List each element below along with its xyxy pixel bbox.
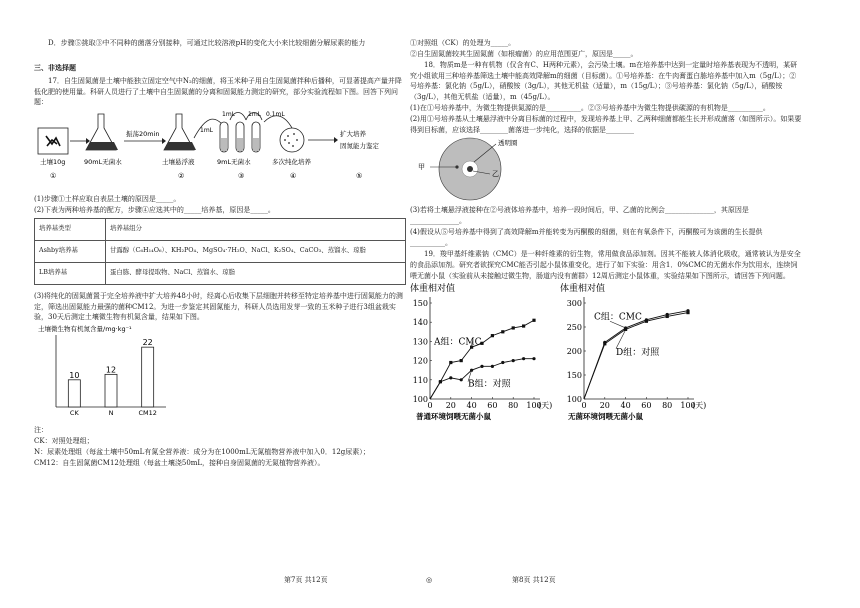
q18-part3: (3)若将土壤悬浮液接种在②号液体培养基中，培养一段时间后，甲、乙菌的比例会______________，其原因是______________。	[410, 206, 749, 226]
label-1ml-b: 1mL	[222, 111, 236, 119]
table-cell: Ashby培养基	[35, 240, 106, 262]
table-header-cell: 培养基类型	[35, 218, 106, 240]
weight-charts	[410, 281, 802, 421]
arrow-icon	[162, 138, 166, 144]
y-tick-label: 140	[412, 318, 428, 328]
y-tick-label: 100	[566, 395, 582, 405]
chart-a-title: 体重相对值	[410, 284, 456, 295]
data-point	[449, 361, 452, 364]
table-header-cell: 培养基组分	[106, 218, 406, 240]
table-row	[35, 240, 406, 262]
q17-stem: 17．自生固氮菌是土壤中能独立固定空气中N₂的细菌，将玉米种子用自生固氮菌拌种后播种，可显著提高产量并降低化肥的使用量。科研人员进行了土壤中自生固氮菌的分离和固氮能力测定的研究，部分实验流程如下图。回答下列问题：	[34, 76, 402, 107]
bar-value-label: 12	[105, 365, 117, 375]
q19-stem: 19．羧甲基纤维素钠（CMC）是一种纤维素的衍生物，常用做食品添加剂。因其不能被人体消化吸收，通常被认为是安全的食品添加剂。研究者欲探究CMC能否引起小鼠体重变化，进行了如下实验：用含1．0%CMC的无菌水作为饮用水，连续饲喂无菌小鼠（实验前从未接触过微生物，肠道内没有菌群）12周后测定小鼠体重，实验结果如下图所示，请回答下列问题。	[410, 249, 801, 280]
y-tick-label: 130	[412, 337, 428, 347]
q18-part4: (4)假设从⑤号培养基中得到了高效降解m并能转变为丙酮酸的细菌，则在有氧条件下，丙酮酸可为该菌的生长提供__________。	[410, 228, 763, 247]
table-cell: 蛋白胨、酵母提取物、NaCl、蒸馏水、琼脂	[106, 262, 406, 284]
colony-plate-figure	[410, 136, 570, 202]
label-suspension: 土壤悬浮液	[162, 158, 195, 167]
label-expand: 扩大培养	[340, 130, 366, 139]
label-measure: 固氮能力鉴定	[340, 142, 379, 151]
petri-dish-icon	[280, 128, 304, 152]
flask-suspension-icon	[164, 114, 196, 150]
label-shake: 振荡20min	[126, 130, 160, 139]
data-point	[460, 379, 463, 382]
table-cell: 甘露醇（C₆H₁₄O₆）、KH₂PO₄、MgSO₄·7H₂O、NaCl、K₂SO₄、CaCO₃、蒸馏水、琼脂	[106, 240, 406, 262]
q17-part2: (2)下表为两种培养基的配方，步骤④应选其中的_____培养基，原因是_____。	[34, 205, 275, 214]
data-point	[686, 311, 689, 314]
table-row	[35, 218, 406, 240]
left-column	[34, 38, 406, 469]
flask-90ml-icon	[86, 114, 118, 150]
q17-part1: (1)步骤①土样应取自表层土壤的原因是_____。	[34, 195, 181, 204]
label-90ml: 90mL无菌水	[84, 158, 122, 167]
weight-chart-b	[560, 281, 710, 421]
x-tick-label: 60	[641, 401, 652, 411]
chart-b-title: 体重相对值	[560, 284, 606, 295]
x-tick-label: 40	[466, 401, 477, 411]
bar	[68, 380, 80, 407]
x-tick-label: CM12	[138, 409, 157, 418]
step-3: ③	[238, 172, 245, 181]
x-tick-label: 100	[526, 401, 542, 411]
q18-part2: (2)用①号培养基从土壤悬浮液中分离目标菌的过程中，发现培养基上甲、乙两种细菌都能生长并形成菌落（如图所示）。如果要得到目标菌，应该选择________菌落进一步纯化，选择的依据是________	[410, 114, 802, 134]
label-purify: 多次纯化培养	[272, 158, 311, 167]
right-column	[410, 38, 802, 421]
step-2: ②	[178, 172, 185, 181]
q17-part4a: ①对照组（CK）的处理为_____。	[410, 39, 516, 47]
organic-nitrogen-bar-chart	[34, 323, 194, 421]
note-cm12: CM12：自生固氮菌CM12处理组（每盆土壤浇50mL，接种自身固氮菌的无氮植物营养液）。	[34, 458, 325, 467]
x-axis-label: (天)	[538, 401, 553, 411]
x-tick-label: 100	[680, 401, 696, 411]
bar-chart-title: 土壤微生物有机氮含量/mg·kg⁻¹	[38, 325, 132, 334]
chart-a-caption: 普通环境饲喂无菌小鼠	[416, 412, 491, 422]
weight-chart-a	[406, 281, 556, 421]
data-point	[501, 331, 504, 334]
q17-part3: (3)将纯化的固氮菌置于完全培养液中扩大培养48小时，经离心后收集下层细胞并转移至特定培养基中进行固氮能力的测定，筛选出固氮能力最强的菌种CM12。为进一步鉴定其固氮能力，科研人员选用发芽一致的玉米种子进行3组盆栽实验，30天后测定土壤微生物有机氮含量，结果如下图。	[34, 291, 403, 322]
x-tick-label: 80	[508, 401, 519, 411]
medium-table	[34, 218, 406, 285]
data-point	[460, 359, 463, 362]
data-point	[522, 325, 525, 328]
data-point	[512, 359, 515, 362]
bar	[105, 375, 117, 408]
colony-yi	[467, 166, 473, 172]
page-number-right: 第8页 共12页	[512, 576, 556, 584]
y-tick-label: 120	[412, 356, 428, 366]
label-1ml-a: 1mL	[200, 127, 214, 135]
step-4: ④	[290, 172, 297, 181]
note-label: 注：	[34, 426, 48, 435]
y-tick-label: 150	[412, 299, 428, 309]
x-tick-label: 80	[662, 401, 673, 411]
note-n: N：尿素处理组（每盆土壤中50mL有氮全营养液：成分为在1000mL无氮植物营养液中加入0．12g尿素）；	[34, 447, 370, 456]
x-tick-label: 20	[599, 401, 610, 411]
binding-mark: ◎	[426, 576, 433, 584]
data-point	[532, 357, 535, 360]
bar	[142, 347, 154, 407]
x-axis-label: (天)	[692, 401, 707, 411]
x-tick-label: 40	[620, 401, 631, 411]
q18-stem: 18．物质m是一种有机物（仅含有C、H两种元素），会污染土壤。m在培养基中达到一定量时培养基表现为不透明，某研究小组欲用三种培养基筛选土壤中能高效降解m的细菌（目标菌）。①号培养基：在牛肉膏蛋白胨培养基中加入m（5g/L）；②号培养基：氯化钠（5g/L），硝酸铵（3g/L），其他无机盐（适量），m（15g/L）；③号培养基：氯化钠（5g/L），硝酸铵（3g/L），其他无机盐（适量），m（45g/L）。	[410, 60, 798, 102]
data-point	[603, 343, 606, 346]
chart-b-caption: 无菌环境饲喂无菌小鼠	[568, 412, 643, 422]
series-label-d: D组：对照	[616, 348, 660, 359]
step-1: ①	[50, 172, 57, 181]
data-point	[491, 365, 494, 368]
x-tick-label: CK	[69, 409, 79, 418]
experiment-flow-diagram	[34, 108, 406, 190]
data-point	[532, 319, 535, 322]
arrow-icon	[334, 137, 338, 143]
option-d: D．步骤⑤挑取③中不同种的菌落分别接种，可通过比较溶液pH的变化大小来比较细菌分解尿素的能力	[48, 39, 366, 47]
section-title: 三、非选择题	[34, 63, 76, 72]
series-label-b: B组：对照	[468, 379, 511, 390]
data-point	[439, 380, 442, 383]
x-tick-label: 20	[445, 401, 456, 411]
table-row	[35, 262, 406, 284]
series-label-a: A组：CMC	[434, 337, 482, 348]
data-point	[522, 357, 525, 360]
y-tick-label: 150	[566, 371, 582, 381]
label-9ml: 9mL无菌水	[217, 158, 251, 167]
y-tick-label: 110	[412, 376, 428, 386]
label-yi: 乙	[492, 169, 499, 178]
x-tick-label: 0	[427, 401, 433, 411]
y-tick-label: 100	[412, 395, 428, 405]
label-clear-zone: 透明圈	[498, 138, 518, 147]
data-point	[666, 315, 669, 318]
y-tick-label: 200	[566, 347, 582, 357]
note-ck: CK：对照处理组；	[34, 436, 94, 445]
label-jia: 甲	[418, 162, 425, 171]
x-tick-label: 0	[581, 401, 587, 411]
q18-part1: (1)在①号培养基中，为微生物提供氮源的是__________。②③号培养基中为微生物提供碳源的有机物是__________。	[410, 104, 770, 113]
y-tick-label: 250	[566, 323, 582, 333]
q17-part4b: ②自生固氮菌较其生固氮菌（如根瘤菌）的应用范围更广，原因是_____。	[410, 49, 638, 58]
series-label-c: C组：CMC	[594, 312, 642, 323]
label-0.1ml: 0.1mL	[266, 111, 285, 119]
y-tick-label: 300	[566, 299, 582, 309]
x-tick-label: 60	[487, 401, 498, 411]
step-5: ⑤	[356, 172, 363, 181]
label-soil: 土壤10g	[40, 158, 66, 167]
data-point	[512, 327, 515, 330]
x-tick-label: N	[108, 409, 114, 418]
data-point	[449, 377, 452, 380]
bar-value-label: 22	[142, 338, 153, 348]
data-point	[501, 361, 504, 364]
data-point	[645, 320, 648, 323]
table-cell: LB培养基	[35, 262, 106, 284]
data-point	[491, 334, 494, 337]
data-point	[480, 365, 483, 368]
label-1ml-c: 1mL	[248, 111, 262, 119]
page-number-left: 第7页 共12页	[284, 576, 328, 584]
bar-value-label: 10	[69, 371, 80, 381]
